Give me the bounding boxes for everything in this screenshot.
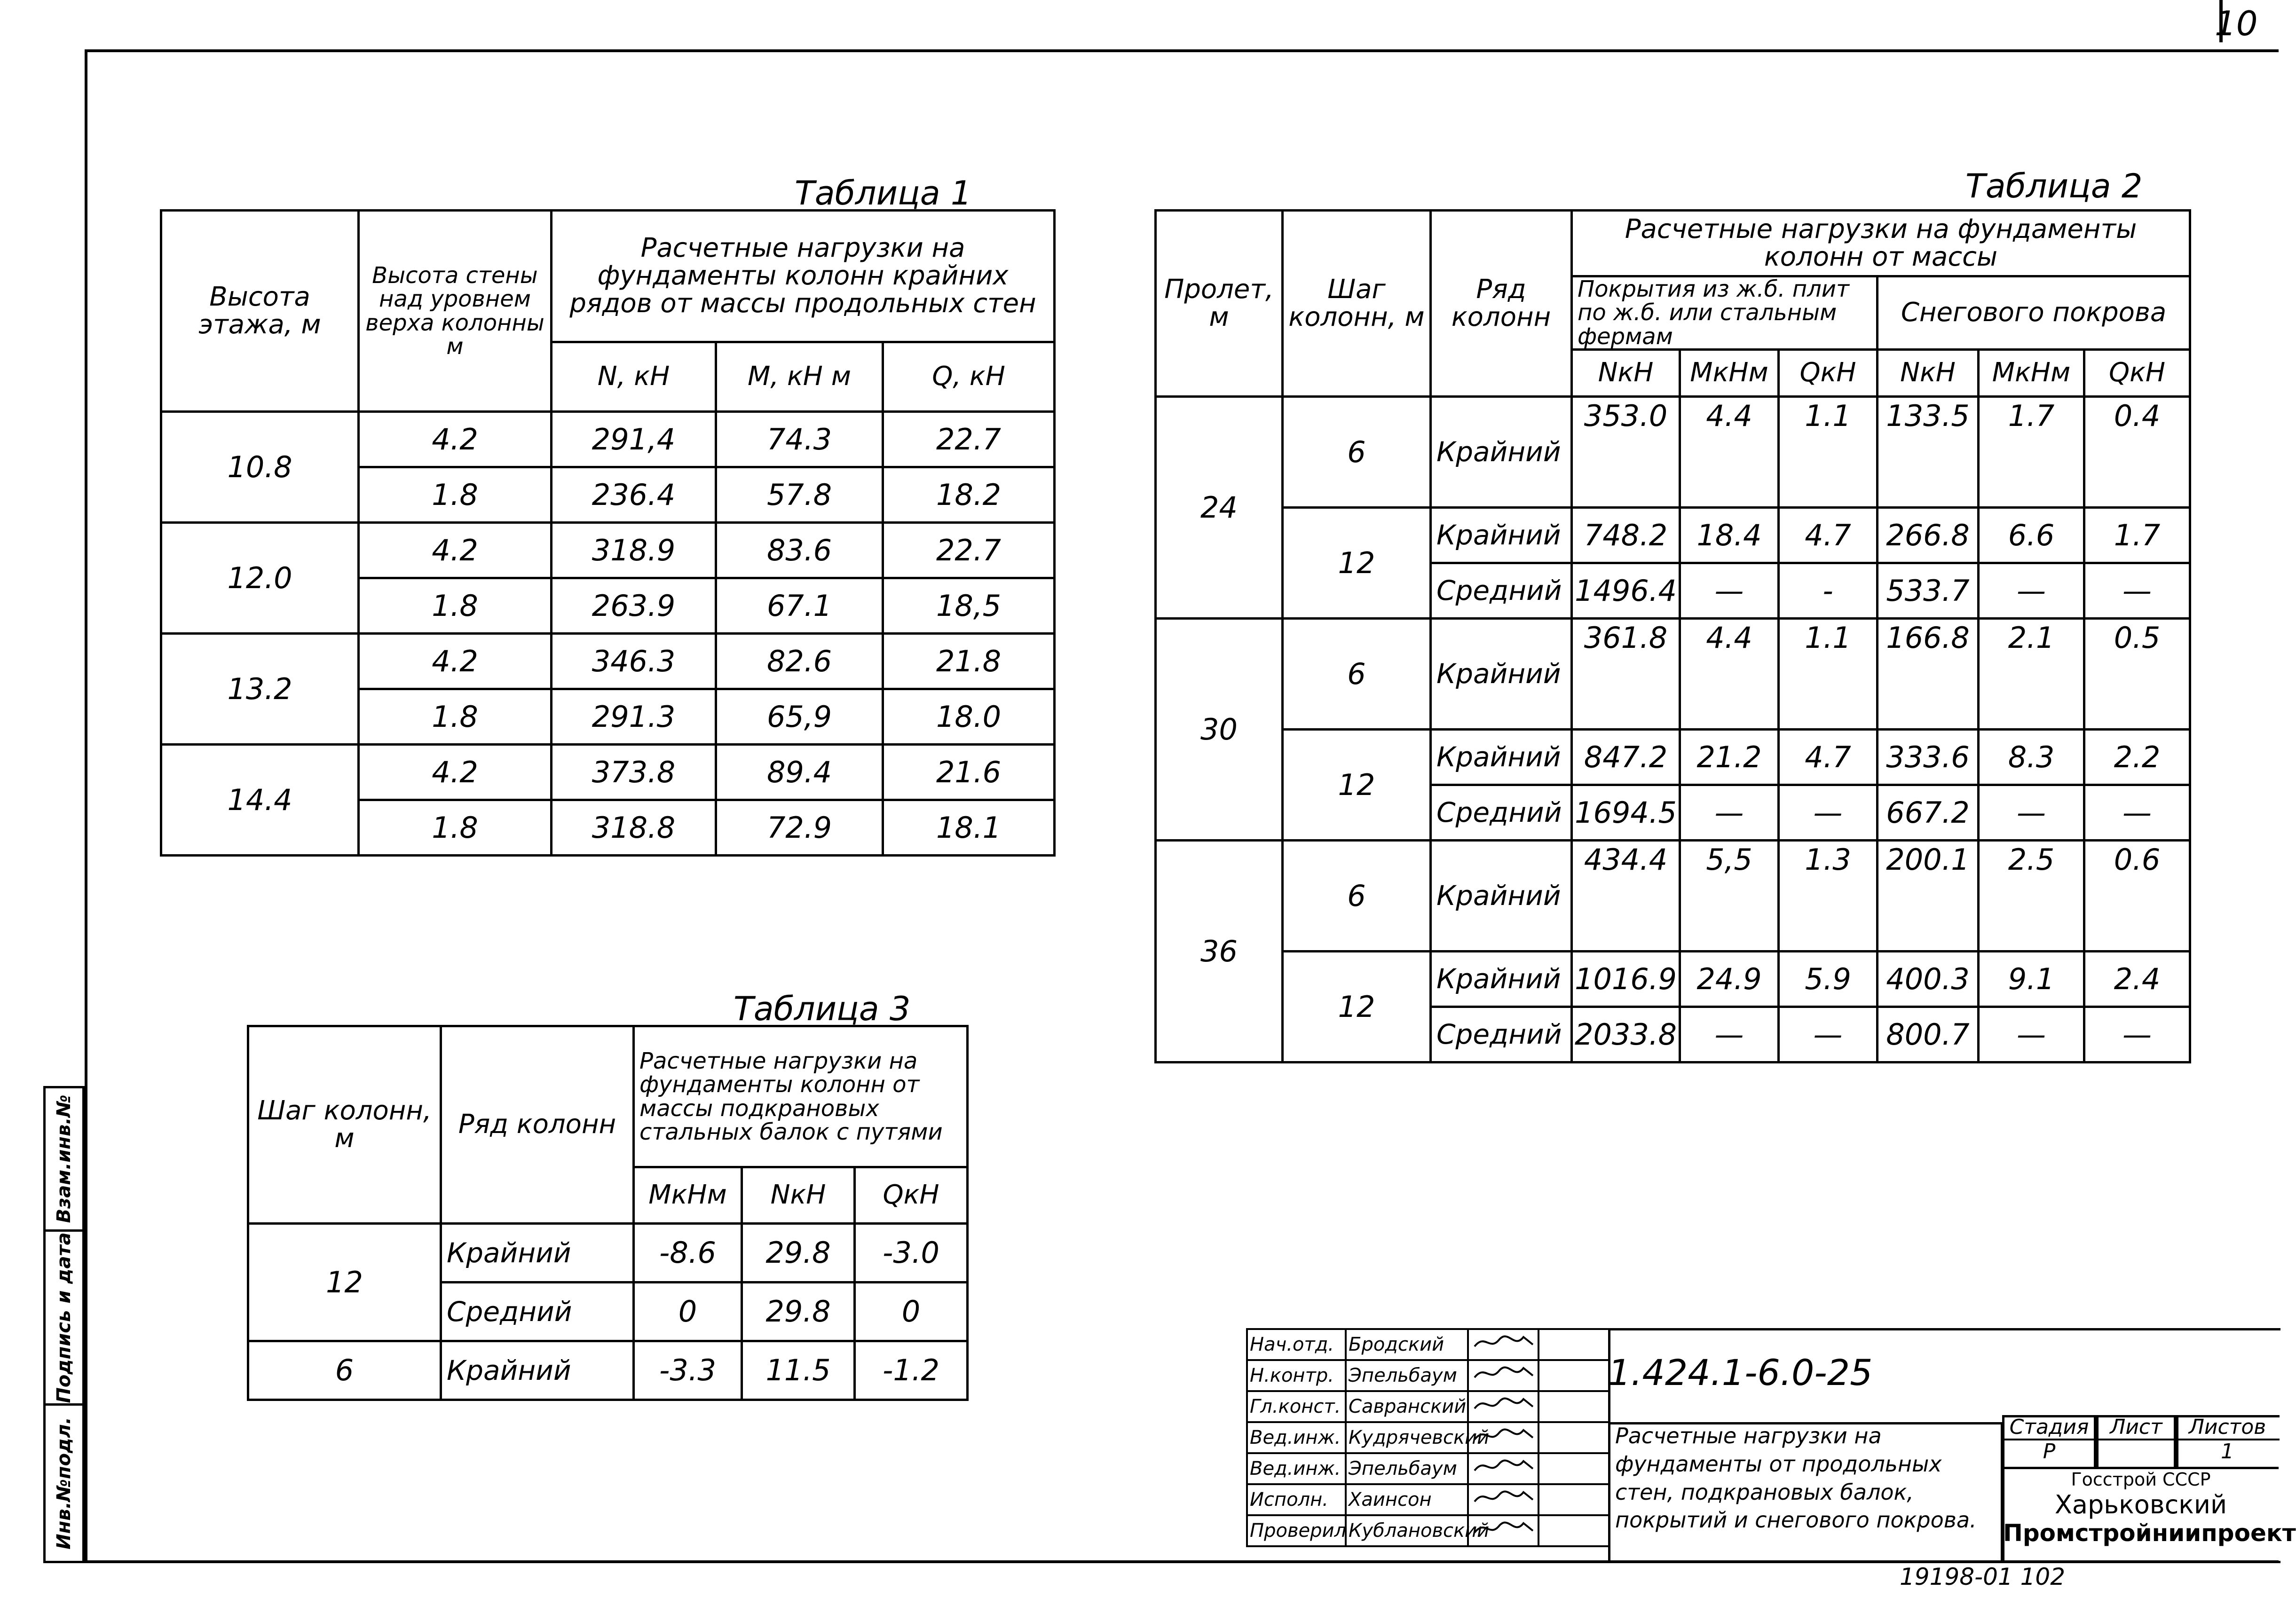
signature-scribble-icon [1471, 1517, 1537, 1540]
handwritten-signature [1468, 1453, 1539, 1484]
side-stamp-signature-date: Подпись и дата [53, 1232, 75, 1403]
t2-header-col: QкН [2084, 350, 2190, 397]
t1-value-cell: 1.8 [359, 689, 552, 745]
table-row [1156, 508, 2190, 563]
signature-date [1539, 1484, 1609, 1515]
t2-value-cell: 361.8 [1572, 619, 1680, 730]
t2-value-cell: 0.6 [2084, 841, 2190, 952]
t2-value-cell: 2.1 [1979, 619, 2084, 730]
page-number: 10 [2215, 4, 2258, 43]
t2-value-cell: 200.1 [1878, 841, 1979, 952]
t2-header-row: Ряд колонн [1431, 211, 1572, 397]
t1-value-cell: 57.8 [716, 467, 883, 523]
t2-row-name-cell: Средний [1431, 563, 1572, 619]
t1-value-cell: 65,9 [716, 689, 883, 745]
org-ministry: Госстрой СССР [2071, 1469, 2211, 1490]
signature-row [1247, 1422, 1609, 1453]
signature-table [1246, 1328, 1610, 1547]
t3-step-cell: 12 [248, 1224, 441, 1341]
t1-value-cell: 22.7 [883, 523, 1055, 578]
signature-date [1539, 1360, 1609, 1391]
t2-value-cell: 6.6 [1979, 508, 2084, 563]
t2-step-cell: 6 [1283, 397, 1431, 508]
handwritten-signature [1468, 1515, 1539, 1546]
t2-row-name-cell: Крайний [1431, 397, 1572, 508]
t2-value-cell: 748.2 [1572, 508, 1680, 563]
t1-value-cell: 291.3 [552, 689, 716, 745]
t2-value-cell: 0.4 [2084, 397, 2190, 508]
t2-value-cell: 333.6 [1878, 730, 1979, 785]
t1-header-n: N, кН [552, 342, 716, 412]
table-row [161, 634, 1055, 689]
table3 [247, 1025, 969, 1401]
signature-scribble-icon [1471, 1330, 1537, 1354]
t1-floor-height-cell: 12.0 [161, 523, 359, 634]
t1-header-q: Q, кН [883, 342, 1055, 412]
t2-value-cell: 1.1 [1779, 619, 1878, 730]
signature-scribble-icon [1471, 1455, 1537, 1478]
t2-value-cell: 1.1 [1779, 397, 1878, 508]
signature-row [1247, 1360, 1609, 1391]
stage-label: Стадия [2009, 1415, 2089, 1439]
t3-value-cell: 29.8 [742, 1282, 855, 1341]
t2-value-cell: 5.9 [1779, 952, 1878, 1007]
table-row [161, 745, 1055, 800]
t2-value-cell: 18.4 [1680, 508, 1779, 563]
t2-header-snow: Снегового покрова [1878, 276, 2190, 350]
signature-scribble-icon [1471, 1361, 1537, 1385]
t2-step-cell: 6 [1283, 841, 1431, 952]
t3-value-cell: -3.3 [634, 1341, 742, 1400]
table2 [1154, 209, 2191, 1063]
t2-value-cell: 353.0 [1572, 397, 1680, 508]
t1-value-cell: 346.3 [552, 634, 716, 689]
t2-header-col: MкНм [1680, 350, 1779, 397]
t2-step-cell: 12 [1283, 508, 1431, 619]
t1-header-floor-height: Высота этажа, м [161, 211, 359, 412]
t2-value-cell: 166.8 [1878, 619, 1979, 730]
org-institute: Промстройниипроект [2003, 1519, 2296, 1547]
t2-value-cell: 133.5 [1878, 397, 1979, 508]
t1-value-cell: 263.9 [552, 578, 716, 634]
side-stamp-cell-inv [46, 1088, 82, 1232]
t2-value-cell: 2033.8 [1572, 1007, 1680, 1062]
t2-value-cell: 4.4 [1680, 397, 1779, 508]
t1-value-cell: 373.8 [552, 745, 716, 800]
t3-value-cell: 0 [634, 1282, 742, 1341]
t2-header-group: Расчетные нагрузки на фундаменты колонн от массы [1572, 211, 2190, 276]
t2-value-cell: 5,5 [1680, 841, 1779, 952]
t1-value-cell: 67.1 [716, 578, 883, 634]
sheets-value: 1 [2221, 1440, 2234, 1463]
t1-value-cell: 21.8 [883, 634, 1055, 689]
t2-header-step: Шаг колонн, м [1283, 211, 1431, 397]
t3-value-cell: 11.5 [742, 1341, 855, 1400]
t2-header-col: MкНм [1979, 350, 2084, 397]
side-stamp-inv-replace: Взам.инв.№ [53, 1094, 75, 1223]
t2-value-cell: 1.7 [1979, 397, 2084, 508]
signature-scribble-icon [1471, 1424, 1537, 1447]
t3-row-name-cell: Крайний [441, 1224, 634, 1282]
t3-header-col: NкН [742, 1167, 855, 1224]
t2-span-cell: 30 [1156, 619, 1283, 841]
table-row [161, 412, 1055, 467]
t3-row-name-cell: Крайний [441, 1341, 634, 1400]
signature-name: Эпельбаум [1346, 1453, 1468, 1484]
t1-value-cell: 1.8 [359, 467, 552, 523]
t2-header-span: Пролет, м [1156, 211, 1283, 397]
t2-row-name-cell: Крайний [1431, 508, 1572, 563]
t1-floor-height-cell: 14.4 [161, 745, 359, 856]
signature-role: Нач.отд. [1247, 1329, 1346, 1360]
t1-floor-height-cell: 13.2 [161, 634, 359, 745]
side-stamp [43, 1086, 85, 1563]
t2-value-cell: 1016.9 [1572, 952, 1680, 1007]
signature-role: Н.контр. [1247, 1360, 1346, 1391]
stage-value: Р [2043, 1440, 2056, 1463]
t1-header-wall-height: Высота стены над уровнем верха колонны м [359, 211, 552, 412]
signature-role: Вед.инж. [1247, 1453, 1346, 1484]
table-row [248, 1224, 968, 1282]
handwritten-signature [1468, 1391, 1539, 1422]
t1-value-cell: 1.8 [359, 578, 552, 634]
t2-header-covering: Покрытия из ж.б. плит по ж.б. или стальным фермам [1572, 276, 1878, 350]
t2-header-col: NкН [1878, 350, 1979, 397]
t2-value-cell: 4.7 [1779, 730, 1878, 785]
t2-value-cell: - [1779, 563, 1878, 619]
t2-span-cell: 24 [1156, 397, 1283, 619]
t2-row-name-cell: Средний [1431, 785, 1572, 841]
t3-value-cell: -1.2 [855, 1341, 968, 1400]
t2-value-cell: 533.7 [1878, 563, 1979, 619]
table-row [1156, 841, 2190, 896]
signature-row [1247, 1391, 1609, 1422]
signature-scribble-icon [1471, 1486, 1537, 1509]
signature-row [1247, 1515, 1609, 1546]
t2-value-cell: 400.3 [1878, 952, 1979, 1007]
signature-name: Кудрячевский [1346, 1422, 1468, 1453]
t1-value-cell: 4.2 [359, 745, 552, 800]
t2-value-cell: 1.3 [1779, 841, 1878, 952]
signature-role: Гл.конст. [1247, 1391, 1346, 1422]
t1-value-cell: 74.3 [716, 412, 883, 467]
t2-row-name-cell: Крайний [1431, 952, 1572, 1007]
t2-value-cell: 1.7 [2084, 508, 2190, 563]
t2-value-cell: — [1680, 785, 1779, 841]
signature-name: Кублановский [1346, 1515, 1468, 1546]
t2-value-cell: 266.8 [1878, 508, 1979, 563]
t1-header-group: Расчетные нагрузки на фундаменты колонн крайних рядов от массы продольных стен [552, 211, 1055, 342]
t2-value-cell: — [1680, 1007, 1779, 1062]
t1-value-cell: 18.1 [883, 800, 1055, 856]
t3-step-cell: 6 [248, 1341, 441, 1400]
t2-value-cell: 24.9 [1680, 952, 1779, 1007]
t2-span-cell: 36 [1156, 841, 1283, 1062]
t2-value-cell: 2.4 [2084, 952, 2190, 1007]
t2-value-cell: — [1779, 785, 1878, 841]
t2-header-col: QкН [1779, 350, 1878, 397]
t2-value-cell: — [1979, 1007, 2084, 1062]
t2-step-cell: 6 [1283, 619, 1431, 730]
t3-value-cell: -8.6 [634, 1224, 742, 1282]
t1-value-cell: 72.9 [716, 800, 883, 856]
sheets-label: Листов [2188, 1415, 2266, 1439]
t1-value-cell: 4.2 [359, 523, 552, 578]
t1-header-m: M, кН м [716, 342, 883, 412]
t3-header-col: MкНм [634, 1167, 742, 1224]
t1-value-cell: 18,5 [883, 578, 1055, 634]
t2-value-cell: — [1979, 563, 2084, 619]
signature-role: Проверил [1247, 1515, 1346, 1546]
t2-row-name-cell: Крайний [1431, 619, 1572, 730]
signature-row [1247, 1329, 1609, 1360]
t2-value-cell: 667.2 [1878, 785, 1979, 841]
t1-value-cell: 318.8 [552, 800, 716, 856]
signature-date [1539, 1329, 1609, 1360]
signature-role: Вед.инж. [1247, 1422, 1346, 1453]
t1-value-cell: 83.6 [716, 523, 883, 578]
table1 [160, 209, 1056, 857]
document-code: 1.424.1-6.0-25 [1608, 1352, 1873, 1393]
t2-value-cell: 800.7 [1878, 1007, 1979, 1062]
t2-row-name-cell: Средний [1431, 1007, 1572, 1062]
t2-row-name-cell: Крайний [1431, 841, 1572, 952]
t2-value-cell: 4.7 [1779, 508, 1878, 563]
signature-date [1539, 1453, 1609, 1484]
t2-value-cell: 4.4 [1680, 619, 1779, 730]
signature-name: Бродский [1346, 1329, 1468, 1360]
t1-value-cell: 4.2 [359, 634, 552, 689]
t2-value-cell: 434.4 [1572, 841, 1680, 952]
table-row [1156, 619, 2190, 674]
t2-value-cell: — [1779, 1007, 1878, 1062]
bottom-archive-code: 19198-01 102 [1900, 1563, 2066, 1590]
t1-value-cell: 89.4 [716, 745, 883, 800]
t1-value-cell: 4.2 [359, 412, 552, 467]
table-row [1156, 730, 2190, 785]
side-stamp-cell-orig [46, 1406, 82, 1561]
t3-row-name-cell: Средний [441, 1282, 634, 1341]
table-row [248, 1341, 968, 1400]
signature-row [1247, 1453, 1609, 1484]
t2-row-name-cell: Крайний [1431, 730, 1572, 785]
t2-value-cell: 21.2 [1680, 730, 1779, 785]
t3-header-col: QкН [855, 1167, 968, 1224]
signature-row [1247, 1484, 1609, 1515]
table1-caption: Таблица 1 [795, 174, 972, 212]
sheet-label: Лист [2110, 1415, 2162, 1439]
t2-value-cell: 8.3 [1979, 730, 2084, 785]
t2-header-col: NкН [1572, 350, 1680, 397]
t2-value-cell: 1496.4 [1572, 563, 1680, 619]
t3-value-cell: -3.0 [855, 1224, 968, 1282]
document-description: Расчетные нагрузки на фундаменты от продольных стен, подкрановых балок, покрытий и снегового покрова. [1615, 1423, 1977, 1533]
t2-value-cell: — [2084, 1007, 2190, 1062]
t1-value-cell: 318.9 [552, 523, 716, 578]
side-stamp-cell-sign [46, 1232, 82, 1406]
handwritten-signature [1468, 1329, 1539, 1360]
t2-step-cell: 12 [1283, 952, 1431, 1062]
t1-floor-height-cell: 10.8 [161, 412, 359, 523]
t3-header-group: Расчетные нагрузки на фундаменты колонн от массы подкрановых стальных балок с путями [634, 1026, 968, 1167]
table-row [161, 523, 1055, 578]
t3-header-step: Шаг колонн, м [248, 1026, 441, 1224]
t2-value-cell: 9.1 [1979, 952, 2084, 1007]
t1-value-cell: 82.6 [716, 634, 883, 689]
t2-value-cell: 847.2 [1572, 730, 1680, 785]
signature-name: Савранский [1346, 1391, 1468, 1422]
t1-value-cell: 1.8 [359, 800, 552, 856]
signature-name: Эпельбаум [1346, 1360, 1468, 1391]
t2-value-cell: — [2084, 785, 2190, 841]
signature-date [1539, 1422, 1609, 1453]
organization-block [2003, 1469, 2296, 1547]
table-row [1156, 952, 2190, 1007]
handwritten-signature [1468, 1360, 1539, 1391]
t3-header-row: Ряд колонн [441, 1026, 634, 1224]
signature-date [1539, 1391, 1609, 1422]
t2-value-cell: — [2084, 563, 2190, 619]
t2-value-cell: — [1979, 785, 2084, 841]
t1-value-cell: 18.2 [883, 467, 1055, 523]
table3-caption: Таблица 3 [734, 990, 911, 1028]
table-row [1156, 397, 2190, 452]
signature-role: Исполн. [1247, 1484, 1346, 1515]
t1-value-cell: 18.0 [883, 689, 1055, 745]
signature-scribble-icon [1471, 1393, 1537, 1416]
side-stamp-inv-original: Инв.№подл. [53, 1417, 75, 1550]
signature-name: Хаинсон [1346, 1484, 1468, 1515]
t2-step-cell: 12 [1283, 730, 1431, 841]
signature-date [1539, 1515, 1609, 1546]
t2-value-cell: 2.2 [2084, 730, 2190, 785]
t1-value-cell: 21.6 [883, 745, 1055, 800]
t1-value-cell: 291,4 [552, 412, 716, 467]
t3-value-cell: 29.8 [742, 1224, 855, 1282]
t2-value-cell: 2.5 [1979, 841, 2084, 952]
t2-value-cell: 0.5 [2084, 619, 2190, 730]
t1-value-cell: 236.4 [552, 467, 716, 523]
table2-caption: Таблица 2 [1965, 167, 2143, 205]
t2-value-cell: — [1680, 563, 1779, 619]
handwritten-signature [1468, 1484, 1539, 1515]
org-city: Харьковский [2054, 1490, 2227, 1519]
t2-value-cell: 1694.5 [1572, 785, 1680, 841]
handwritten-signature [1468, 1422, 1539, 1453]
t1-value-cell: 22.7 [883, 412, 1055, 467]
t3-value-cell: 0 [855, 1282, 968, 1341]
